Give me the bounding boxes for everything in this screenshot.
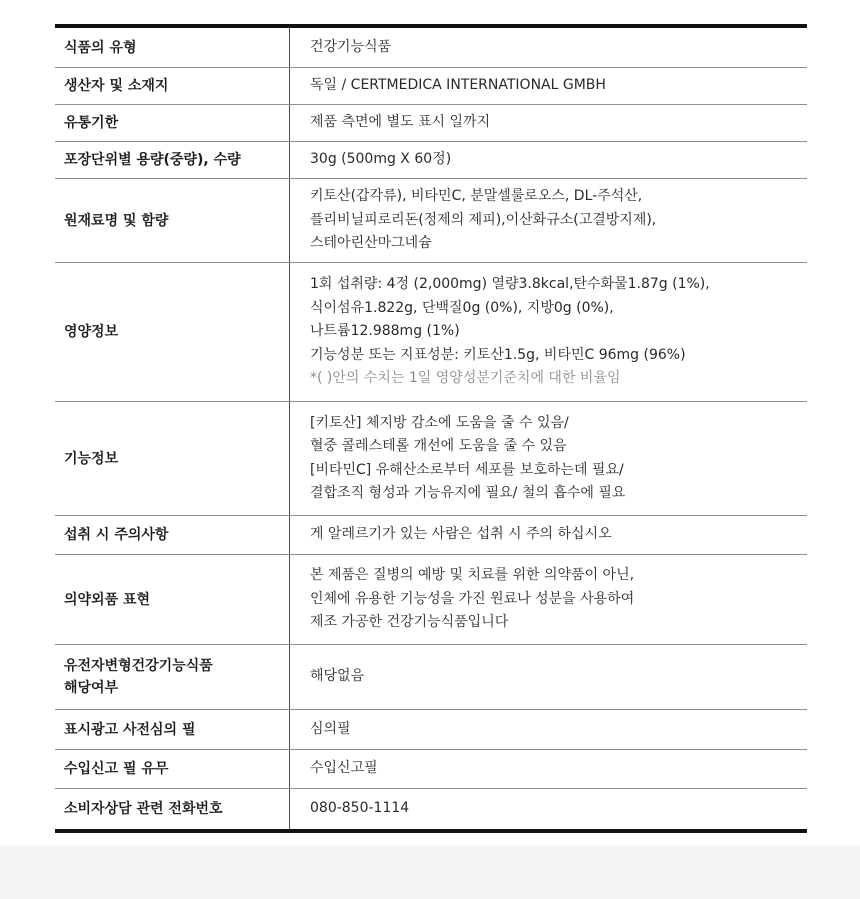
row-food-type [55, 28, 807, 68]
row-ad-review [55, 710, 807, 750]
row-function-info [55, 402, 807, 516]
row-value: [키토산] 체지방 감소에 도움을 줄 수 있음/ 혈중 콜레스테롤 개선에 도움을 줄 수 있음 [비타민C] 유해산소로부터 세포를 보호하는데 필요/ 결합조직 형성과 기능유지에 필요/ 철의 흡수에 필요 [310, 414, 626, 501]
row-package-capacity [55, 142, 807, 179]
row-label: 기능정보 [55, 402, 290, 515]
row-label: 영양정보 [55, 263, 290, 401]
row-value: 30g (500mg X 60정) [310, 151, 452, 168]
row-label: 원재료명 및 함량 [55, 179, 290, 262]
table-bottom-border [55, 829, 807, 833]
row-producer [55, 68, 807, 105]
row-value: 독일 / CERTMEDICA INTERNATIONAL GMBH [310, 77, 606, 94]
row-value: 수입신고필 [310, 760, 378, 777]
row-value: 1회 섭취량: 4정 (2,000mg) 열량3.8kcal,탄수화물1.87g (1%), 식이섬유1.822g, 단백질0g (0%), 지방0g (0%), 나트륨12.988mg (1%) 기능성분 또는 지표성분: 키토산1.5g, 비타민C 96mg (96%) *( )안의 수치는 1일 영양성분기준치에 대한 비율임 [290, 263, 807, 401]
row-value: 키토산(갑각류), 비타민C, 분말셀룰로오스, DL-주석산, 플리비닐피로리돈(정제의 제피),이산화규소(고결방지제), 스테아린산마그네슘 [310, 188, 657, 252]
row-value: 게 알레르기가 있는 사람은 섭취 시 주의 하십시오 [310, 526, 612, 543]
row-value: 제품 측면에 별도 표시 일까지 [310, 114, 491, 131]
row-label: 생산자 및 소재지 [55, 68, 290, 104]
row-label: 유전자변형건강기능식품 해당여부 [55, 645, 290, 709]
bottom-background-band [0, 845, 860, 899]
row-intake-caution [55, 516, 807, 555]
row-nutrition [55, 263, 807, 402]
row-import-declaration [55, 750, 807, 789]
row-consumer-phone [55, 789, 807, 829]
row-value: 본 제품은 질병의 예방 및 치료를 위한 의약품이 아닌, 인체에 유용한 기능성을 가진 원료나 성분을 사용하여 제조 가공한 건강기능식품입니다 [310, 567, 635, 631]
row-quasi-drug-statement [55, 555, 807, 645]
row-gmo [55, 645, 807, 710]
row-label: 식품의 유형 [55, 28, 290, 67]
row-expiry [55, 105, 807, 142]
row-label: 유통기한 [55, 105, 290, 141]
product-info-table [55, 24, 807, 833]
row-label: 표시광고 사전심의 필 [55, 710, 290, 749]
nutrition-footnote: *( )안의 수치는 1일 영양성분기준치에 대한 비율임 [310, 370, 621, 387]
row-ingredients [55, 179, 807, 263]
row-value: 건강기능식품 [310, 38, 392, 55]
row-value: 080-850-1114 [310, 800, 410, 817]
row-label: 의약외품 표현 [55, 555, 290, 644]
row-label: 섭취 시 주의사항 [55, 516, 290, 554]
row-label: 수입신고 필 유무 [55, 750, 290, 788]
row-value: 심의필 [310, 720, 351, 737]
row-value: 해당없음 [310, 668, 365, 685]
row-label: 포장단위별 용량(중량), 수량 [55, 142, 290, 178]
row-label: 소비자상담 관련 전화번호 [55, 789, 290, 829]
